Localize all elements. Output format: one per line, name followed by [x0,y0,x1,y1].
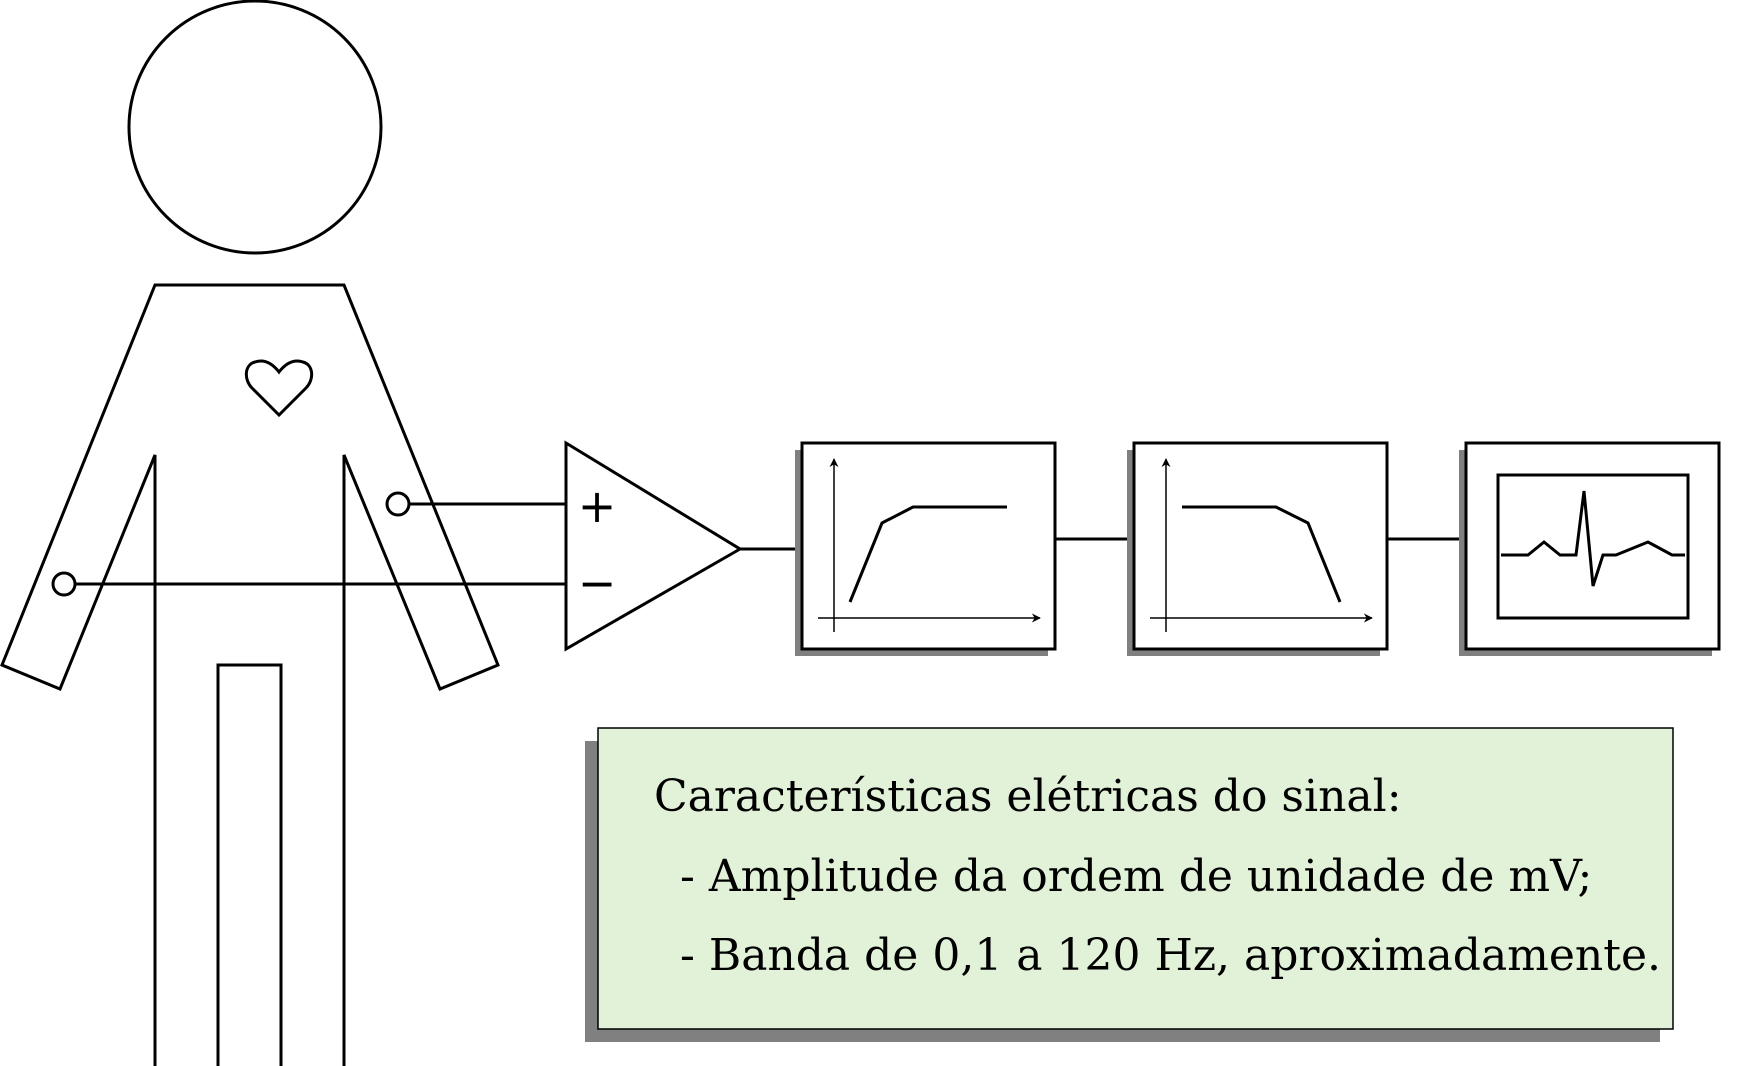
figure-body [2,285,498,1066]
right-electrode [387,493,409,515]
low-pass-filter-block [1127,443,1387,656]
info-box-amplitude-line: - Amplitude da ordem de unidade de mV; [680,851,1593,902]
amplifier-triangle [566,443,740,649]
high-pass-filter-block [795,443,1055,656]
monitor-screen [1498,475,1688,618]
info-box-heading: Características elétricas do sinal: [654,771,1402,822]
electrode-leads [53,493,566,595]
figure-head [129,1,381,253]
differential-amplifier [566,443,802,649]
left-electrode [53,573,75,595]
info-box-band-line: - Banda de 0,1 a 120 Hz, aproximadamente. [680,930,1661,981]
human-figure [2,1,498,1066]
monitor-block [1459,443,1719,656]
amplifier-plus-sign: + [577,479,617,533]
amplifier-minus-sign: − [577,556,617,610]
signal-characteristics-box [585,728,1673,1042]
heart-icon [246,361,311,415]
